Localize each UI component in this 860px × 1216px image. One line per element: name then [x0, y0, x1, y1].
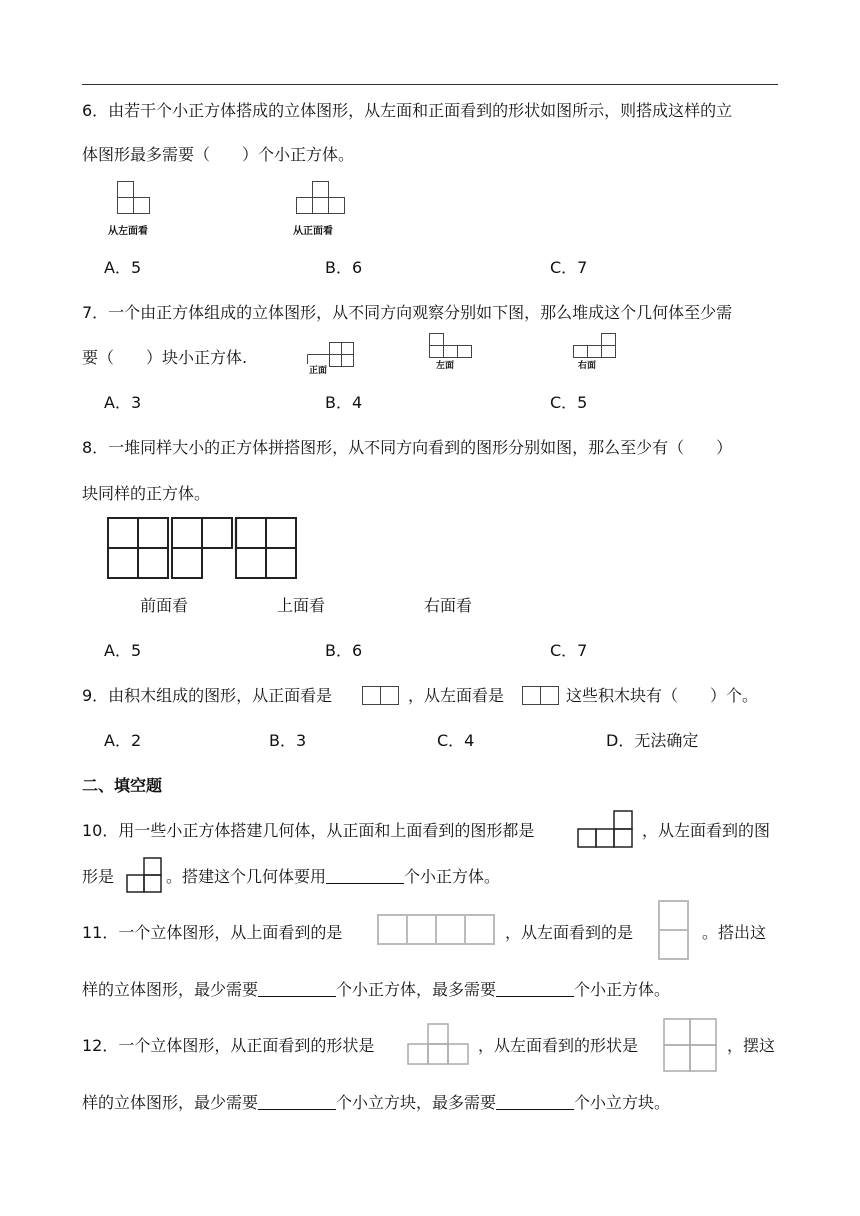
q7-left-view-figure [429, 333, 473, 359]
q10-front-top-view-figure [577, 810, 633, 848]
q7-text-line2: 要（ ）块小正方体. [82, 348, 248, 367]
q7-option-a[interactable]: A．3 [104, 393, 142, 412]
q8-text-line1: 8．一堆同样大小的正方体拼搭图形，从不同方向看到的图形分别如图，那么至少有（ ） [82, 438, 733, 457]
q11-min-answer-blank[interactable] [258, 996, 336, 997]
q12-text-part1: 12．一个立体图形，从正面看到的形状是 [82, 1036, 375, 1055]
q11-text-part2: ，从左面看到的是 [505, 923, 634, 942]
q10-text-part2: ，从左面看到的图 [642, 821, 771, 840]
q9-left-view-figure [522, 686, 560, 706]
section-title-fill-in: 二、填空题 [82, 776, 163, 795]
q9-option-d[interactable]: D．无法确定 [606, 731, 699, 750]
q11-text-part3: 。搭出这 [702, 923, 767, 942]
q8-option-a[interactable]: A．5 [104, 641, 142, 660]
q8-text-line2: 块同样的正方体。 [82, 484, 211, 503]
q12-max-answer-blank[interactable] [496, 1109, 574, 1110]
q8-option-b[interactable]: B．6 [325, 641, 363, 660]
q9-option-a[interactable]: A．2 [104, 731, 142, 750]
q10-text-part3: 形是 [82, 867, 115, 886]
q9-front-view-figure [362, 686, 400, 706]
q10-text-line2: 。搭建这个几何体要用 个小正方体。 [166, 867, 501, 886]
q7-option-c[interactable]: C．5 [550, 393, 588, 412]
q8-label-right: 右面看 [424, 596, 473, 615]
q8-label-front: 前面看 [140, 596, 189, 615]
q9-text-part1: 9．由积木组成的图形，从正面看是 [82, 686, 333, 705]
q12-left-view-figure [663, 1018, 719, 1072]
q6-option-b[interactable]: B．6 [325, 258, 363, 277]
q7-right-view-caption: 右面 [578, 361, 597, 371]
q12-min-answer-blank[interactable] [258, 1109, 336, 1110]
q12-text-part3: ，摆这 [727, 1036, 776, 1055]
q12-front-view-figure [406, 1023, 470, 1067]
q9-option-b[interactable]: B．3 [269, 731, 307, 750]
q11-max-answer-blank[interactable] [496, 996, 574, 997]
header-rule [82, 84, 778, 85]
q10-left-view-figure [125, 857, 163, 893]
q6-option-c[interactable]: C．7 [550, 258, 588, 277]
q10-text-part1: 10．用一些小正方体搭建几何体，从正面和上面看到的图形都是 [82, 821, 535, 840]
q6-left-view-figure [117, 181, 157, 215]
q12-text-line2: 样的立体图形，最少需要 个小立方块，最多需要 个小立方块。 [82, 1093, 671, 1112]
q9-text-part3: 这些积木块有（ ）个。 [566, 686, 759, 705]
q6-front-view-caption: 从正面看 [293, 226, 333, 237]
q7-right-view-figure [573, 333, 617, 359]
q8-option-c[interactable]: C．7 [550, 641, 588, 660]
q6-text-line1: 6．由若干个小正方体搭成的立体图形，从左面和正面看到的形状如图所示，则搭成这样的立 [82, 101, 733, 120]
q7-text-line1: 7．一个由正方体组成的立体图形，从不同方向观察分别如下图，那么堆成这个几何体至少需 [82, 303, 733, 322]
q11-top-view-figure [377, 914, 495, 946]
q9-text-part2: ，从左面看是 [408, 686, 505, 705]
q7-front-view-caption: 正面 [309, 366, 328, 376]
q9-option-c[interactable]: C．4 [437, 731, 475, 750]
q8-label-top: 上面看 [277, 596, 326, 615]
q11-text-line2: 样的立体图形，最少需要 个小正方体，最多需要 个小正方体。 [82, 980, 671, 999]
q7-left-view-caption: 左面 [436, 361, 455, 371]
q12-text-part2: ，从左面看到的形状是 [478, 1036, 639, 1055]
q8-three-views-figure [106, 516, 300, 582]
q6-option-a[interactable]: A．5 [104, 258, 142, 277]
q11-left-view-figure [657, 899, 691, 961]
q6-text-line2: 体图形最多需要（ ）个小正方体。 [82, 145, 355, 164]
q7-option-b[interactable]: B．4 [325, 393, 363, 412]
q10-answer-blank[interactable] [326, 883, 404, 884]
q6-left-view-caption: 从左面看 [108, 226, 148, 237]
q6-front-view-figure [296, 181, 348, 215]
q11-text-part1: 11．一个立体图形，从上面看到的是 [82, 923, 343, 942]
